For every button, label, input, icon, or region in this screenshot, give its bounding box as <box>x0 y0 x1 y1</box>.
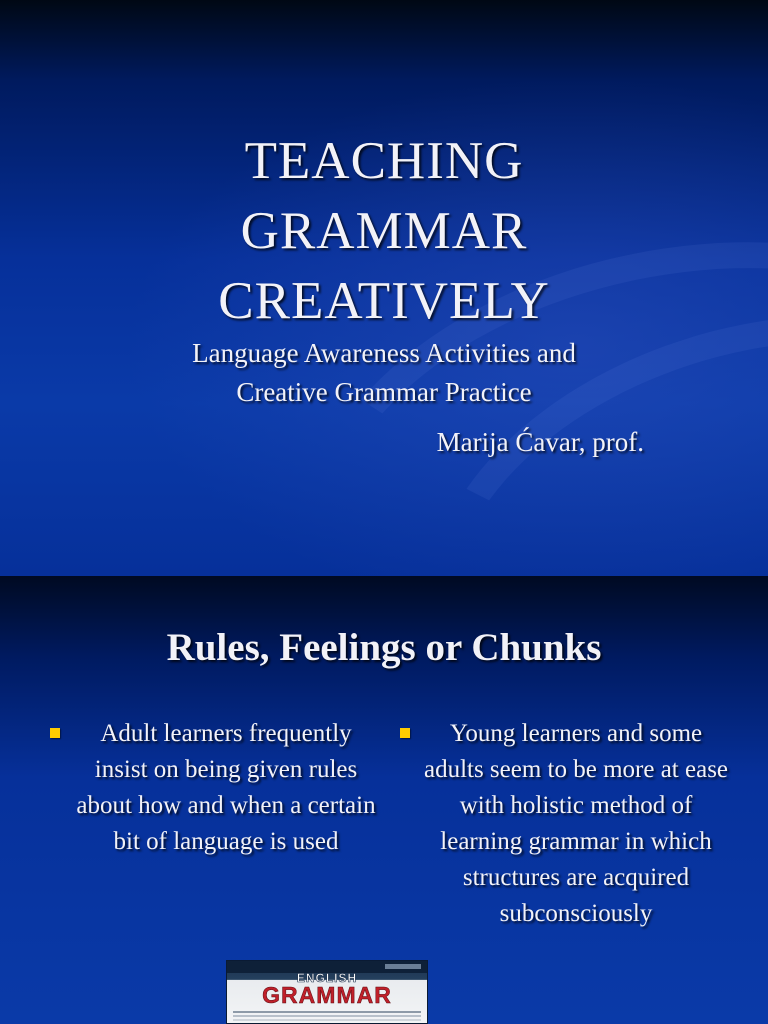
title-line: CREATIVELY <box>218 272 550 330</box>
book-cover-title: GRAMMAR <box>262 982 392 1008</box>
square-bullet-icon <box>50 728 60 738</box>
square-bullet-icon <box>400 728 410 738</box>
book-cover-word: ENGLISH <box>296 971 358 985</box>
slide-title <box>0 126 768 336</box>
author-name: Marija Ćavar, prof. <box>436 427 644 457</box>
subtitle-line: Language Awareness Activities and <box>192 338 576 368</box>
slide-subtitle <box>0 334 768 412</box>
title-line: TEACHING <box>244 132 524 190</box>
bullet-text: Young learners and some adults seem to be more at ease with holistic method of learning grammar in which structures are acquired subconsciously <box>423 720 729 927</box>
book-cover-image <box>226 960 428 1024</box>
title-line: GRAMMAR <box>240 202 528 260</box>
book-cover-lines <box>233 1011 421 1013</box>
bullet-item <box>50 716 380 860</box>
subtitle-line: Creative Grammar Practice <box>236 377 532 407</box>
slide-heading: Rules, Feelings or Chunks <box>166 626 602 669</box>
bullet-text: Adult learners frequently insist on being given rules about how and when a certain bit of language is used <box>76 720 376 855</box>
slide-2 <box>0 576 768 1024</box>
bullet-item <box>400 716 730 932</box>
book-cover-logo <box>385 964 421 969</box>
